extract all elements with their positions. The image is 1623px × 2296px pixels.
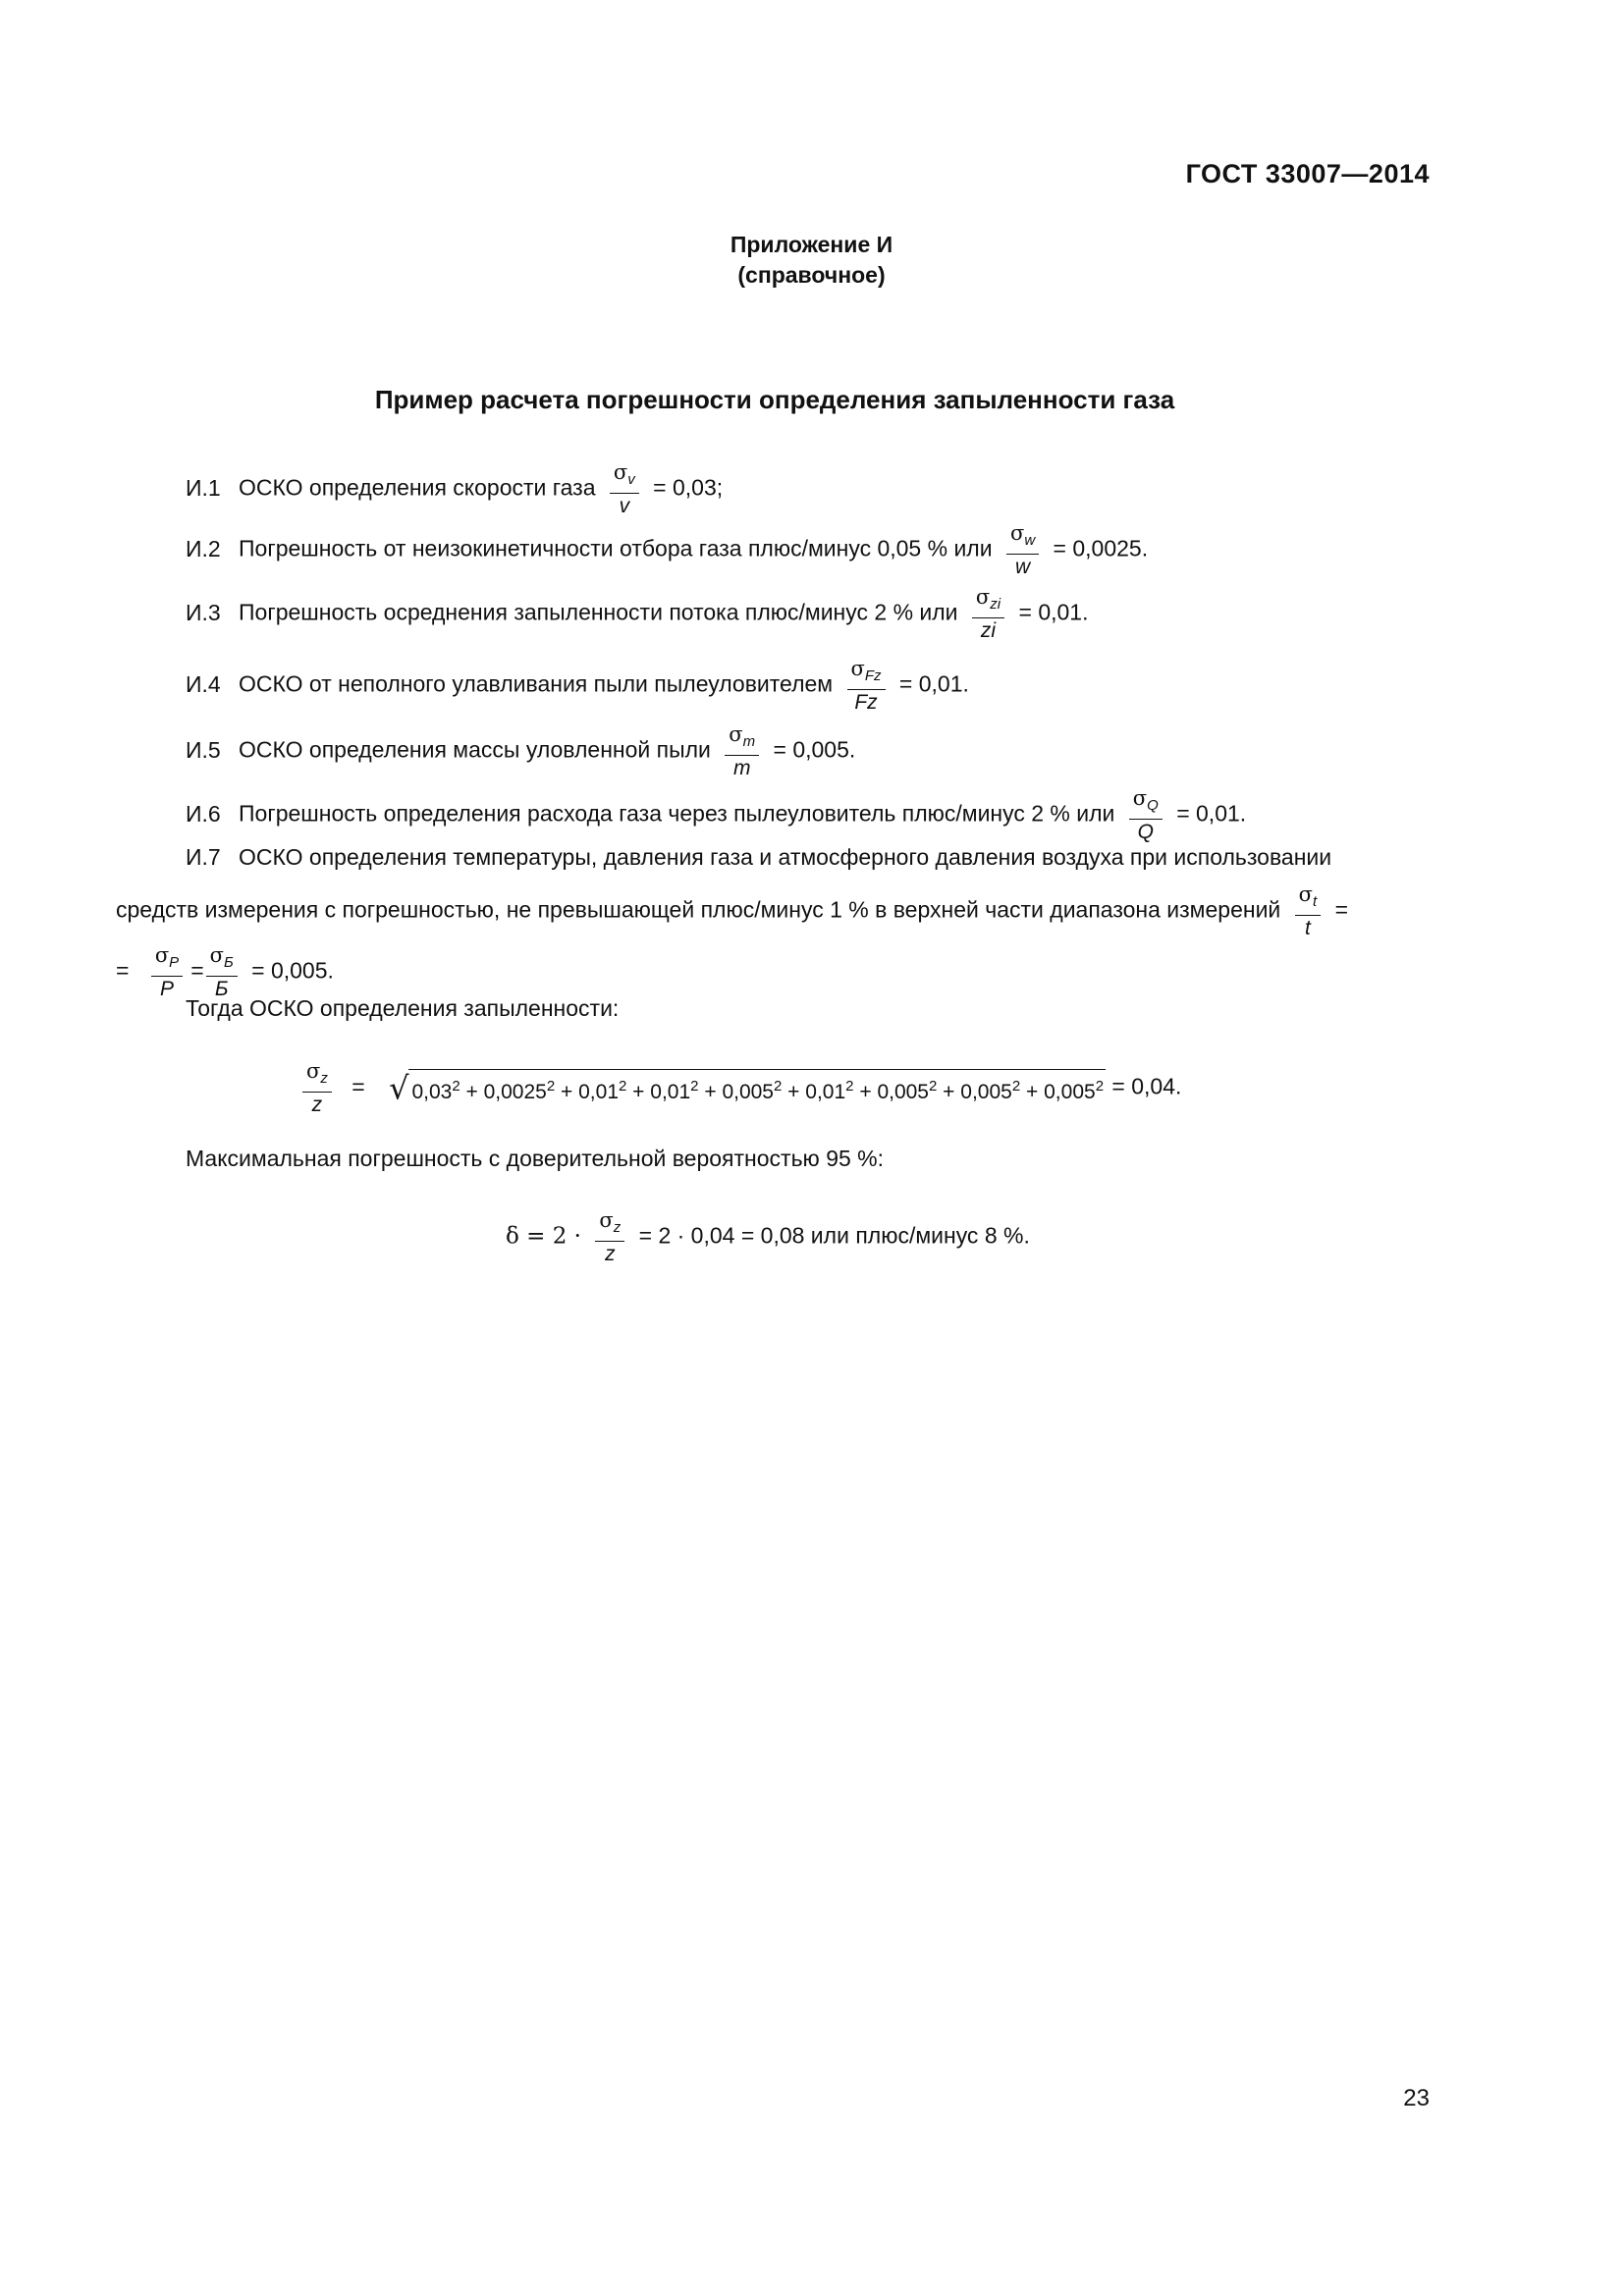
radicand-term: 0,03$^2$ [411,1078,460,1104]
square-root: √ $0,03^2 + 0,0025^2 + 0,01^2 + 0,01^2 + 0,005^2 + 0,01^2 + 0,005^2 + 0,005^2 + 0,005^2$ [389,1069,1105,1107]
plus-sign: + [937,1081,961,1104]
radicand-term: 0,01$^2$ [650,1078,699,1104]
plus-sign: + [460,1081,484,1104]
item-4: И.4 ОСКО от неполного улавливания пыли пылеуловителем $\frac{\sigma_{Fz}}{Fz}$ = 0,01. [186,657,969,715]
fraction: $\frac{\sigma_Q}{Q}$ [1129,785,1163,845]
item-3: И.3 Погрешность осреднения запыленности потока плюс/минус 2 % или $\frac{\sigma_{zi}}{zi}$ = 0,01. [186,585,1089,643]
document-code: ГОСТ 33007—2014 [1185,159,1430,188]
fraction: $\frac{\sigma_{zi}}{zi}$ [972,584,1004,644]
fraction-z: $\frac{\sigma_z}{z}$ [595,1207,624,1267]
radicand-term: 0,0025$^2$ [483,1078,556,1104]
page-number: 23 [1403,2085,1430,2111]
item-7-line-1: И.7 ОСКО определения температуры, давления газа и атмосферного давления воздуха при использовании [186,844,1332,870]
section-title: Пример расчета погрешности определения запыленности газа [374,385,1175,414]
appendix-title: Приложение И [730,232,893,257]
plus-sign: + [555,1081,579,1104]
item-1: И.1 ОСКО определения скорости газа $\frac{\sigma_v}{v}$ = 0,03; [186,460,724,518]
fraction-t: $\frac{\sigma_t}{t}$ [1295,881,1322,941]
item-2: И.2 Погрешность от неизокинетичности отбора газа плюс/минус 0,05 % или $\frac{\sigma_w}{w}$ = 0,0025. [186,521,1149,579]
radicand-term: 0,005$^2$ [960,1078,1021,1104]
plus-sign: + [782,1081,806,1104]
formula-max-error: δ = 2 · $\frac{\sigma_z}{z}$ = 2 · 0,04 = 0,08 или плюс/минус 8 %. [506,1208,1030,1266]
radicand-term: 0,01$^2$ [578,1078,627,1104]
appendix-note: (справочное) [737,262,886,288]
radicand-term: 0,005$^2$ [877,1078,938,1104]
radicand-term: 0,005$^2$ [1044,1078,1105,1104]
then-text: Тогда ОСКО определения запыленности: [186,995,620,1021]
fraction-z: $\frac{\sigma_z}{z}$ [302,1058,332,1118]
item-6: И.6 Погрешность определения расхода газа через пылеуловитель плюс/минус 2 % или $\frac{\sigma_Q}{Q}$ = 0,01. [186,786,1247,844]
fraction: $\frac{\sigma_{Fz}}{Fz}$ [847,656,886,716]
fraction-b: $\frac{\sigma_Б}{Б}$ [206,942,238,1002]
formula-total-rmse: $\frac{\sigma_z}{z}$ = √ $0,03^2 + 0,0025^2 + 0,01^2 + 0,01^2 + 0,005^2 + 0,01^2 + 0,005^2 + 0,005^2 + 0,005^2 = 0,04$. [295,1058,1181,1118]
fraction-p: $\frac{\sigma_P}{P}$ [151,942,183,1002]
radicand-term: 0,005$^2$ [722,1078,783,1104]
radicand-term: 0,01$^2$ [805,1078,854,1104]
fraction: $\frac{\sigma_v}{v}$ [610,459,639,519]
plus-sign: + [1020,1081,1045,1104]
item-5: И.5 ОСКО определения массы уловленной пыли $\frac{\sigma_m}{m}$ = 0,005. [186,722,856,780]
item-7-line-3: = $\frac{\sigma_P}{P}$ = $\frac{\sigma_Б}{Б}$ = 0,005. [116,943,334,1001]
fraction: $\frac{\sigma_m}{m}$ [725,721,759,781]
max-error-text: Максимальная погрешность с доверительной вероятностью 95 %: [186,1146,885,1171]
plus-sign: + [626,1081,651,1104]
fraction: $\frac{\sigma_w}{w}$ [1006,520,1039,580]
plus-sign: + [698,1081,723,1104]
item-7-line-2: средств измерения с погрешностью, не превышающей плюс/минус 1 % в верхней части диапазона измерений $\frac{\sigma_t}{t}$ = [116,882,1348,940]
plus-sign: + [853,1081,878,1104]
